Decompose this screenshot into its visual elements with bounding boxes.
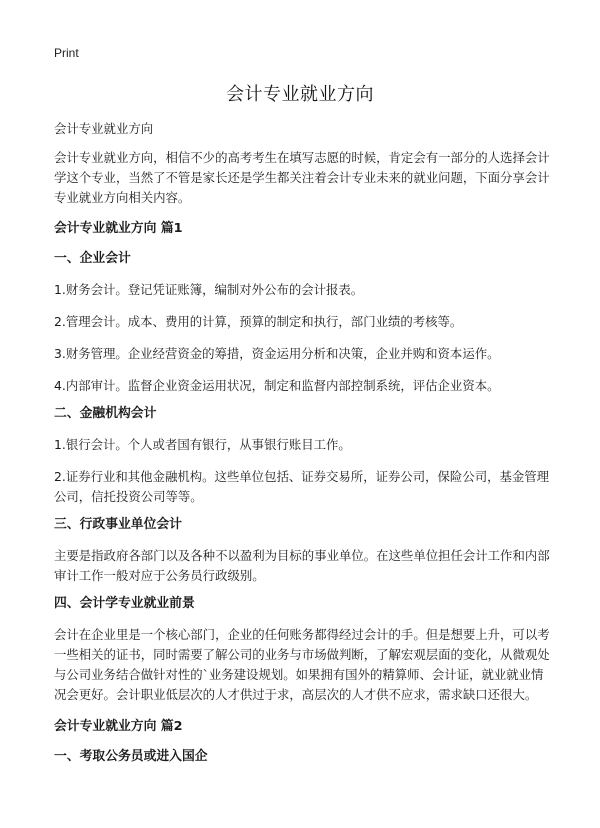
part-heading-1: 会计专业就业方向 篇1 [54,221,183,236]
article-body [54,119,550,778]
article-subtitle: 会计专业就业方向 [54,121,154,136]
intro-paragraph: 会计专业就业方向，相信不少的高考考生在填写志愿的时候，肯定会有一部分的人选择会计学这个专业，当然了不管是家长还是学生都关注着会计专业未来的就业问题，下面分享会计专业就业方向相关内容。 [54,150,550,205]
list-item: 2.证券行业和其他金融机构。这些单位包括、证券交易所，证券公司，保险公司，基金管理公司，信托投资公司等等。 [54,469,550,504]
section-heading: 一、企业会计 [54,251,131,266]
section-heading: 二、金融机构会计 [54,406,157,421]
list-item: 1.财务会计。登记凭证账簿，编制对外公布的会计报表。 [54,282,364,297]
list-item: 1.银行会计。个人或者国有银行，从事银行账目工作。 [54,437,351,452]
list-item: 4.内部审计。监督企业资金运用状况，制定和监督内部控制系统，评估企业资本。 [54,378,500,393]
list-item: 主要是指政府各部门以及各种不以盈利为目标的事业单位。在这些单位担任会计工作和内部审计工作一般对应于公务员行政级别。 [54,548,550,583]
list-item: 2.管理会计。成本、费用的计算，预算的制定和执行，部门业绩的考核等。 [54,314,463,329]
part-heading-2: 会计专业就业方向 篇2 [54,719,183,734]
section-heading: 四、会计学专业就业前景 [54,596,195,611]
list-item: 会计在企业里是一个核心部门，企业的任何账务都得经过会计的手。但是想要上升，可以考一些相关的证书，同时需要了解公司的业务与市场做判断，了解宏观层面的变化，从微观处与公司业务结合做针对性的`业务建设规划。如果拥有国外的精算师、会计证，就业就业情况会更好。会计职业低层次的人才供过于求，高层次的人才供不应求，需求缺口还很大。 [54,627,550,702]
print-link[interactable]: Print [54,46,79,60]
section-heading: 一、考取公务员或进入国企 [54,749,208,764]
page-title: 会计专业就业方向 [226,84,374,105]
section-heading: 三、行政事业单位会计 [54,517,182,532]
list-item: 3.财务管理。企业经营资金的筹措，资金运用分析和决策，企业并购和资本运作。 [54,346,500,361]
